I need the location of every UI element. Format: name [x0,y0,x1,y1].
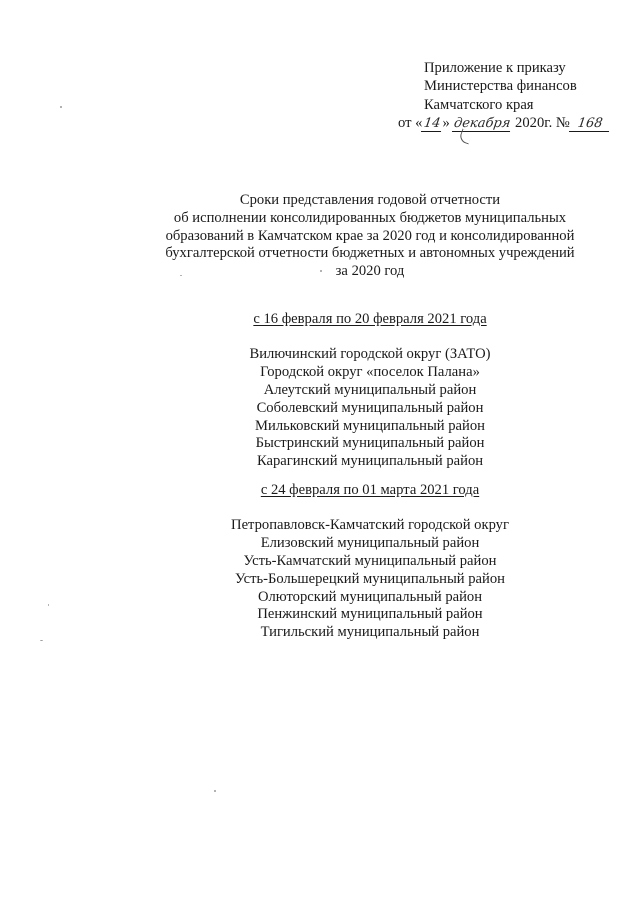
district-item: Петропавловск-Камчатский городской округ [231,516,509,533]
district-item: Карагинский муниципальный район [256,453,484,470]
district-item: Мильковский муниципальный район [255,417,485,434]
title-line: бухгалтерской отчетности бюджетных и автономных учреждений [165,245,575,262]
district-item: Усть-Большерецкий муниципальный район [235,570,505,587]
period-section-2 [180,482,560,642]
order-quote-close: » [442,115,450,131]
document-title [150,192,590,281]
district-item: Пенжинский муниципальный район [257,606,483,623]
scan-speck [40,640,43,641]
ministry-line: Министерства финансов [424,78,577,95]
period-section-1 [180,311,560,471]
district-item: Елизовский муниципальный район [260,534,480,551]
order-date-line [398,114,610,132]
scan-speck [48,604,49,606]
period-heading: с 24 февраля по 01 марта 2021 года [260,482,480,498]
order-prefix: от « [398,115,423,131]
district-item: Вилючинский городской округ (ЗАТО) [249,345,491,362]
district-item: Алеутский муниципальный район [263,381,477,398]
district-item: Тигильский муниципальный район [260,624,480,641]
district-item: Городской округ «поселок Палана» [260,363,480,380]
district-item: Олюторский муниципальный район [257,588,483,605]
handwritten-day: 14 [423,116,442,131]
title-line: об исполнении консолидированных бюджетов муниципальных [173,209,567,226]
handwritten-month: декабря [453,116,512,131]
district-item: Быстринский муниципальный район [255,435,485,452]
appendix-header [424,59,624,114]
order-year: 2020г. № [515,115,570,131]
scan-speck [60,106,62,108]
title-line: образований в Камчатском крае за 2020 год и консолидированной [165,227,575,244]
title-line: Сроки представления годовой отчетности [239,192,501,208]
scan-speck [214,790,216,792]
region-line: Камчатского края [424,96,534,113]
district-item: Соболевский муниципальный район [256,399,484,416]
appendix-line: Приложение к приказу [424,60,566,76]
handwritten-order-number: 168 [569,117,611,132]
district-item: Усть-Камчатский муниципальный район [243,552,497,569]
period-heading: с 16 февраля по 20 февраля 2021 года [253,311,487,327]
title-line: за 2020 год [335,263,405,280]
